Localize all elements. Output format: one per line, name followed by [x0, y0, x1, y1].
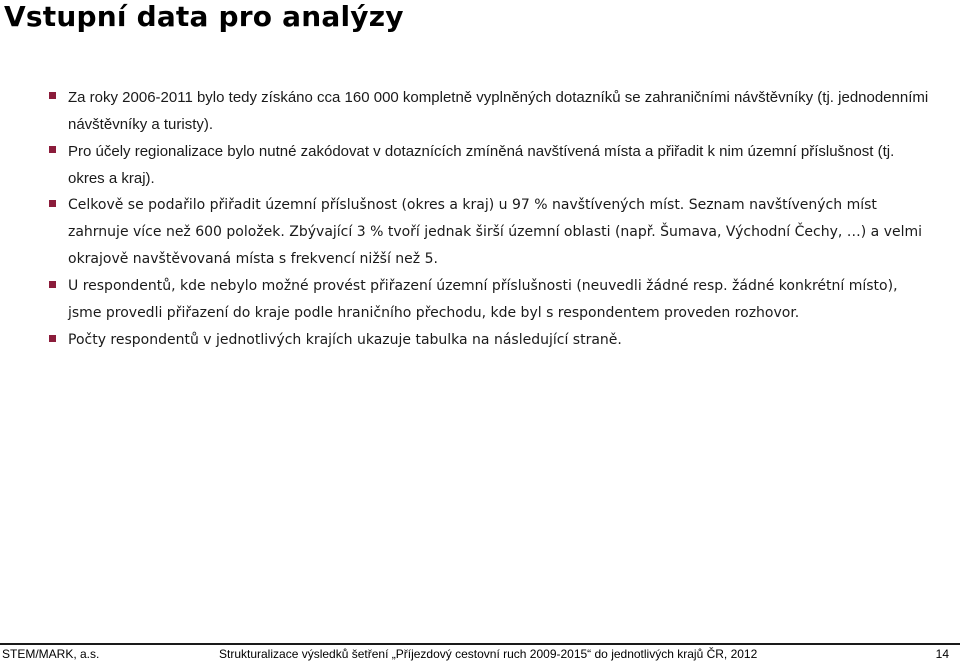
bullet-text: Pro účely regionalizace bylo nutné zakódovat v dotaznících zmíněná navštívená místa a přiřadit k nim územní příslušnost (tj. okres a kraj).: [68, 143, 895, 187]
list-item: [0, 273, 960, 327]
square-bullet-icon: [49, 146, 56, 153]
footer-divider: [0, 643, 960, 645]
list-item: [0, 84, 960, 138]
bullet-text: U respondentů, kde nebylo možné provést přiřazení územní příslušnosti (neuvedli žádné resp. žádné konkrétní místo), jsme provedli přiřazení do kraje podle hraničního přechodu, kde byl s respondentem proveden rozhovor.: [68, 278, 898, 321]
square-bullet-icon: [49, 281, 56, 288]
bullet-list: [0, 84, 960, 354]
bullet-text: Počty respondentů v jednotlivých krajích ukazuje tabulka na následující straně.: [68, 332, 622, 348]
list-item: [0, 192, 960, 273]
square-bullet-icon: [49, 200, 56, 207]
page-title: Vstupní data pro analýzy: [4, 0, 404, 33]
square-bullet-icon: [49, 92, 56, 99]
bullet-text: Za roky 2006-2011 bylo tedy získáno cca 160 000 kompletně vyplněných dotazníků se zahraničními návštěvníky (tj. jednodenními návštěvníky a turisty).: [68, 89, 929, 133]
footer-company: STEM/MARK, a.s.: [2, 647, 100, 661]
square-bullet-icon: [49, 335, 56, 342]
page-number: 14: [935, 647, 949, 661]
list-item: [0, 327, 960, 354]
footer: [0, 646, 960, 663]
list-item: [0, 138, 960, 192]
bullet-text: Celkově se podařilo přiřadit územní příslušnost (okres a kraj) u 97 % navštívených míst. Seznam navštívených míst zahrnuje více než 600 položek. Zbývající 3 % tvoří jednak širší územní oblasti (např. Šumava, Východní Čechy, …) a velmi okrajově navštěvovaná místa s frekvencí nižší než 5.: [68, 197, 923, 267]
footer-caption: Strukturalizace výsledků šetření „Příjezdový cestovní ruch 2009-2015“ do jednotlivých krajů ČR, 2012: [219, 647, 758, 661]
